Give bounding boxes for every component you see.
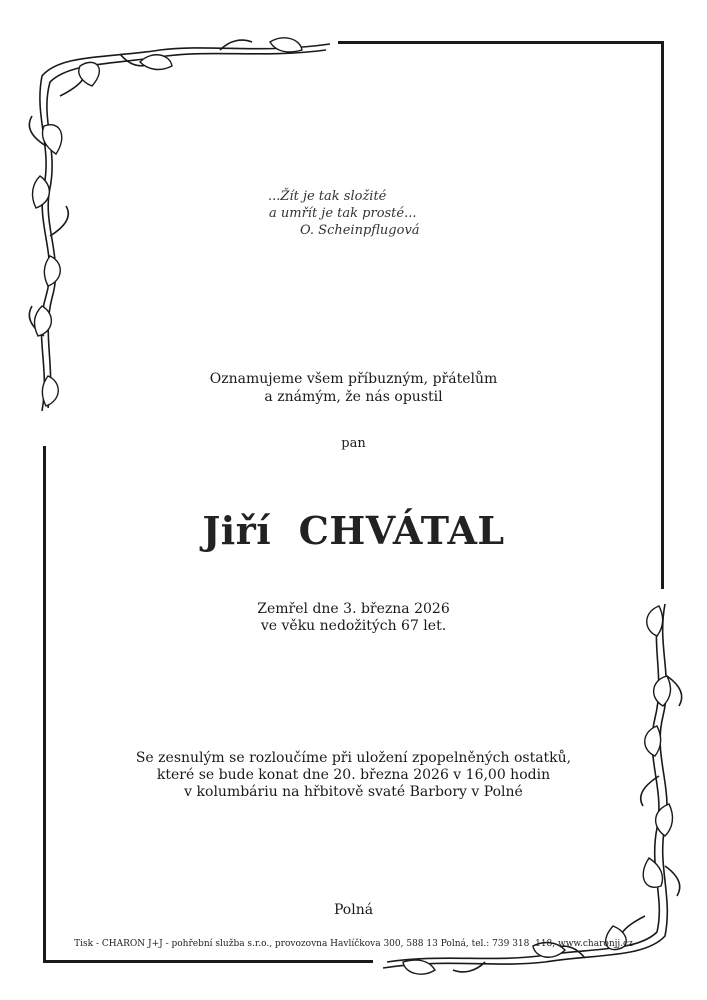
place-name: Polná	[333, 902, 374, 918]
quote-line-1: ...Žít je tak složité	[268, 189, 387, 204]
death-info	[0, 601, 707, 635]
salutation: pan	[341, 436, 366, 451]
funeral-info	[0, 750, 707, 801]
frame-top-line	[338, 41, 664, 44]
quote-line-2: a umřít je tak prosté...	[269, 206, 417, 221]
deceased-name: Jiří CHVÁTAL	[202, 508, 505, 553]
quote-author: O. Scheinpflugová	[300, 223, 420, 238]
announcement-line-2: a známým, že nás opustil	[264, 389, 443, 405]
frame-right-line	[661, 41, 664, 589]
funeral-line-1: Se zesnulým se rozloučíme při uložení zpopelněných ostatků,	[135, 750, 572, 766]
announcement-line-1: Oznamujeme všem příbuzným, přátelům	[209, 371, 498, 387]
funeral-line-3: v kolumbáriu na hřbitově svaté Barbory v Polné	[184, 784, 523, 800]
frame-bottom-line	[43, 960, 373, 963]
announcement	[0, 370, 707, 406]
death-age: ve věku nedožitých 67 let.	[260, 618, 447, 634]
death-date: Zemřel dne 3. března 2026	[257, 601, 450, 617]
epigraph-quote	[248, 188, 448, 239]
funeral-line-2: které se bude konat dne 20. března 2026 v 16,00 hodin	[156, 767, 551, 783]
printer-footer: Tisk - CHARON J+J - pohřební služba s.r.o., provozovna Havlíčkova 300, 588 13 Polná, tel.: 739 318 118, www.charonjj.cz	[74, 939, 633, 949]
